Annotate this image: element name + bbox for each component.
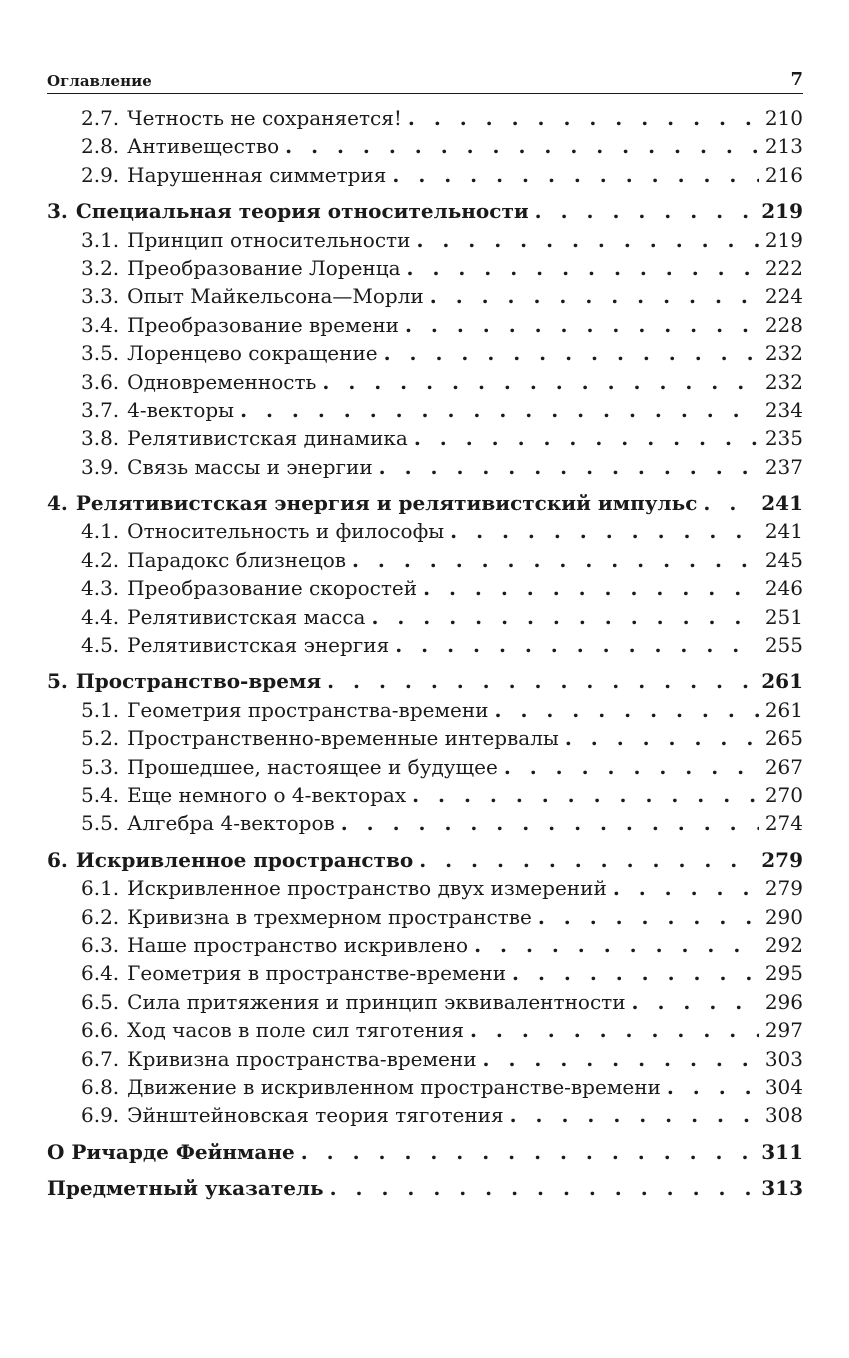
toc-entry-number: 3. (47, 199, 68, 224)
toc-entry-title: Пространство-время (75, 669, 322, 694)
dot-leader (470, 1016, 759, 1044)
dot-leader (327, 667, 755, 695)
dot-leader (632, 988, 759, 1016)
toc-entry-number: 3.9. (81, 454, 120, 479)
dot-leader (450, 517, 759, 545)
toc-entry-number: 4.5. (81, 633, 120, 658)
toc-chapter-entry (47, 197, 803, 225)
toc-section-entry (47, 311, 803, 339)
toc-entry-title: Релятивистская масса (127, 604, 366, 629)
toc-entry-page-number: 210 (764, 106, 803, 130)
dot-leader (405, 311, 759, 339)
toc-entry-page-number: 224 (764, 284, 803, 309)
toc-entry-page-number: 232 (764, 341, 803, 366)
toc-entry-number: 6. (47, 847, 68, 872)
toc-entry-page-number: 297 (764, 1018, 803, 1043)
toc-entry-title: Релятивистская динамика (127, 426, 408, 451)
toc-entry-title: Преобразование Лоренца (127, 255, 401, 280)
toc-entry-number: 3.8. (81, 426, 120, 451)
dot-leader (430, 282, 759, 310)
toc-entry-page-number: 303 (764, 1046, 803, 1071)
dot-leader (667, 1073, 759, 1101)
toc-section-entry (47, 931, 803, 959)
toc-entry-title: Четность не сохраняется! (127, 106, 402, 130)
toc-section-entry (47, 1045, 803, 1073)
toc-chapter-entry (47, 846, 803, 874)
dot-leader (330, 1174, 756, 1202)
toc-section-entry (47, 396, 803, 424)
dot-leader (414, 424, 759, 452)
toc-entry-page-number: 251 (764, 604, 803, 629)
toc-entry-title: Алгебра 4-векторов (127, 811, 335, 836)
toc-entry-page-number: 245 (764, 547, 803, 572)
dot-leader (407, 254, 759, 282)
toc-entry-page-number: 304 (764, 1074, 803, 1099)
toc-entry-title: Антивещество (127, 134, 280, 159)
toc-entry-title: Искривленное пространство (75, 847, 414, 872)
dot-leader (474, 931, 759, 959)
toc-section-entry (47, 631, 803, 659)
toc-section-entry (47, 781, 803, 809)
dot-leader (535, 197, 756, 225)
toc-section-entry (47, 988, 803, 1016)
dot-leader (392, 161, 758, 189)
toc-entry-page-number: 267 (764, 754, 803, 779)
dot-leader (565, 724, 759, 752)
toc-entry-number: 6.8. (81, 1074, 120, 1099)
toc-section-entry (47, 254, 803, 282)
toc-entry-page-number: 261 (764, 697, 803, 722)
toc-entry-number: 6.5. (81, 989, 120, 1014)
toc-entry-number: 3.4. (81, 312, 120, 337)
toc-entry-page-number: 216 (764, 162, 803, 187)
toc-section-entry (47, 1101, 803, 1129)
toc-section-entry (47, 696, 803, 724)
toc-page (47, 62, 803, 1202)
toc-entry-title: Специальная теория относительности (75, 199, 529, 224)
toc-entry-number: 3.7. (81, 397, 120, 422)
toc-entry-title: Геометрия в пространстве-времени (127, 961, 507, 986)
toc-entry-page-number: 219 (764, 227, 803, 252)
toc-entry-number: 5.2. (81, 726, 120, 751)
toc-entry-page-number: 241 (764, 519, 803, 544)
dot-leader (416, 226, 758, 254)
toc-entry-number: 5. (47, 669, 68, 694)
toc-entry-title: Релятивистская энергия (127, 633, 390, 658)
toc-entry-title: Одновременность (127, 369, 317, 394)
toc-entry-page-number: 296 (764, 989, 803, 1014)
toc-chapter-entry (47, 1174, 803, 1202)
toc-entry-page-number: 234 (764, 397, 803, 422)
toc-section-entry (47, 132, 803, 160)
running-head (47, 62, 803, 94)
dot-leader (301, 1138, 756, 1166)
toc-entry-title: Эйнштейновская теория тяготения (127, 1103, 504, 1128)
toc-entry-title: Наше пространство искривлено (127, 932, 469, 957)
dot-leader (322, 368, 758, 396)
toc-entry-title: Преобразование скоростей (127, 576, 418, 601)
dot-leader (341, 809, 759, 837)
toc-entry-number: 2.9. (81, 162, 120, 187)
running-head-page-number: 7 (790, 69, 803, 90)
toc-entry-number: 6.1. (81, 876, 120, 901)
toc-entry-number: 4.1. (81, 519, 120, 544)
toc-section-entry (47, 603, 803, 631)
dot-leader (495, 696, 759, 724)
dot-leader (384, 339, 759, 367)
toc-entry-page-number: 213 (764, 134, 803, 159)
toc-entry-page-number: 222 (764, 255, 803, 280)
toc-section-entry (47, 368, 803, 396)
dot-leader (285, 132, 759, 160)
toc-entry-title: Связь массы и энергии (127, 454, 373, 479)
dot-leader (703, 489, 755, 517)
toc-section-entry (47, 339, 803, 367)
toc-entry-title: Еще немного о 4-векторах (127, 782, 407, 807)
toc-section-entry (47, 161, 803, 189)
toc-entry-title: Парадокс близнецов (127, 547, 346, 572)
toc-entry-title: Кривизна в трехмерном пространстве (127, 904, 532, 929)
toc-entry-title: Искривленное пространство двух измерений (127, 876, 607, 901)
toc-section-entry (47, 546, 803, 574)
toc-entry-number: 2.7. (81, 106, 120, 130)
toc-entry-title: Прошедшее, настоящее и будущее (127, 754, 498, 779)
toc-entry-page-number: 292 (764, 932, 803, 957)
toc-entry-number: 5.4. (81, 782, 120, 807)
dot-leader (352, 546, 759, 574)
toc-entry-number: 3.5. (81, 341, 120, 366)
dot-leader (538, 903, 759, 931)
toc-chapter-entry (47, 1138, 803, 1166)
toc-entry-number: 2.8. (81, 134, 120, 159)
toc-section-entry (47, 282, 803, 310)
dot-leader (512, 959, 759, 987)
toc-entry-title: Движение в искривленном пространстве-времени (127, 1074, 661, 1099)
toc-entry-title: Пространственно-временные интервалы (127, 726, 559, 751)
toc-section-entry (47, 1016, 803, 1044)
toc-entry-page-number: 237 (764, 454, 803, 479)
toc-section-entry (47, 724, 803, 752)
toc-entry-page-number: 255 (764, 633, 803, 658)
toc-entry-title: Кривизна пространства-времени (127, 1046, 477, 1071)
toc-chapter-entry (47, 667, 803, 695)
toc-entry-title: Геометрия пространства-времени (127, 697, 489, 722)
dot-leader (371, 603, 758, 631)
toc-entry-title: Предметный указатель (47, 1176, 324, 1201)
toc-entry-number: 3.6. (81, 369, 120, 394)
toc-entry-page-number: 232 (764, 369, 803, 394)
toc-entry-page-number: 235 (764, 426, 803, 451)
toc-entry-page-number: 274 (764, 811, 803, 836)
dot-leader (504, 753, 759, 781)
toc-entry-page-number: 311 (761, 1139, 803, 1164)
toc-section-entry (47, 1073, 803, 1101)
toc-entry-title: Лоренцево сокращение (127, 341, 378, 366)
toc-entry-number: 3.2. (81, 255, 120, 280)
toc-entry-title: Ход часов в поле сил тяготения (127, 1018, 464, 1043)
toc-entry-title: Преобразование времени (127, 312, 399, 337)
toc-section-entry (47, 874, 803, 902)
dot-leader (379, 453, 759, 481)
toc-section-entry (47, 424, 803, 452)
toc-section-entry (47, 453, 803, 481)
toc-entry-page-number: 270 (764, 782, 803, 807)
toc-entry-number: 4.3. (81, 576, 120, 601)
toc-entry-title: Принцип относительности (127, 227, 411, 252)
dot-leader (423, 574, 759, 602)
dot-leader (412, 781, 759, 809)
toc-entry-page-number: 261 (761, 669, 803, 694)
toc-entry-number: 3.1. (81, 227, 120, 252)
toc-entry-page-number: 246 (764, 576, 803, 601)
dot-leader (240, 396, 759, 424)
dot-leader (510, 1101, 759, 1129)
toc-chapter-entry (47, 489, 803, 517)
toc-entry-page-number: 265 (764, 726, 803, 751)
toc-entry-number: 3.3. (81, 284, 120, 309)
toc-entry-page-number: 241 (761, 491, 803, 516)
toc-entry-title: Относительность и философы (127, 519, 445, 544)
toc-entry-number: 5.5. (81, 811, 120, 836)
toc-entry-page-number: 219 (761, 199, 803, 224)
toc-entry-title: О Ричарде Фейнмане (47, 1139, 295, 1164)
toc-section-entry (47, 226, 803, 254)
toc-entry-number: 6.6. (81, 1018, 120, 1043)
toc-entry-title: Опыт Майкельсона—Морли (127, 284, 424, 309)
toc-entry-title: Сила притяжения и принцип эквивалентности (127, 989, 626, 1014)
toc-entry-page-number: 279 (761, 847, 803, 872)
toc-section-entry (47, 517, 803, 545)
table-of-contents (47, 104, 803, 1202)
toc-entry-number: 5.3. (81, 754, 120, 779)
toc-entry-title: 4-векторы (127, 397, 235, 422)
toc-section-entry (47, 903, 803, 931)
dot-leader (395, 631, 759, 659)
running-head-title: Оглавление (47, 72, 152, 90)
toc-entry-number: 6.2. (81, 904, 120, 929)
toc-entry-page-number: 290 (764, 904, 803, 929)
toc-section-entry (47, 959, 803, 987)
toc-entry-number: 6.7. (81, 1046, 120, 1071)
toc-entry-number: 5.1. (81, 697, 120, 722)
toc-section-entry (47, 753, 803, 781)
toc-section-entry (47, 574, 803, 602)
toc-section-entry (47, 104, 803, 132)
dot-leader (408, 104, 759, 132)
toc-entry-page-number: 279 (764, 876, 803, 901)
toc-entry-page-number: 313 (761, 1176, 803, 1201)
toc-entry-number: 6.3. (81, 932, 120, 957)
toc-entry-number: 4.4. (81, 604, 120, 629)
toc-section-entry (47, 809, 803, 837)
dot-leader (613, 874, 759, 902)
toc-entry-number: 4. (47, 491, 68, 516)
toc-entry-title: Релятивистская энергия и релятивистский импульс (75, 491, 698, 516)
dot-leader (483, 1045, 759, 1073)
toc-entry-title: Нарушенная симметрия (127, 162, 387, 187)
toc-entry-page-number: 228 (764, 312, 803, 337)
toc-entry-number: 6.9. (81, 1103, 120, 1128)
toc-entry-number: 4.2. (81, 547, 120, 572)
toc-entry-page-number: 295 (764, 961, 803, 986)
dot-leader (419, 846, 755, 874)
toc-entry-number: 6.4. (81, 961, 120, 986)
toc-entry-page-number: 308 (764, 1103, 803, 1128)
